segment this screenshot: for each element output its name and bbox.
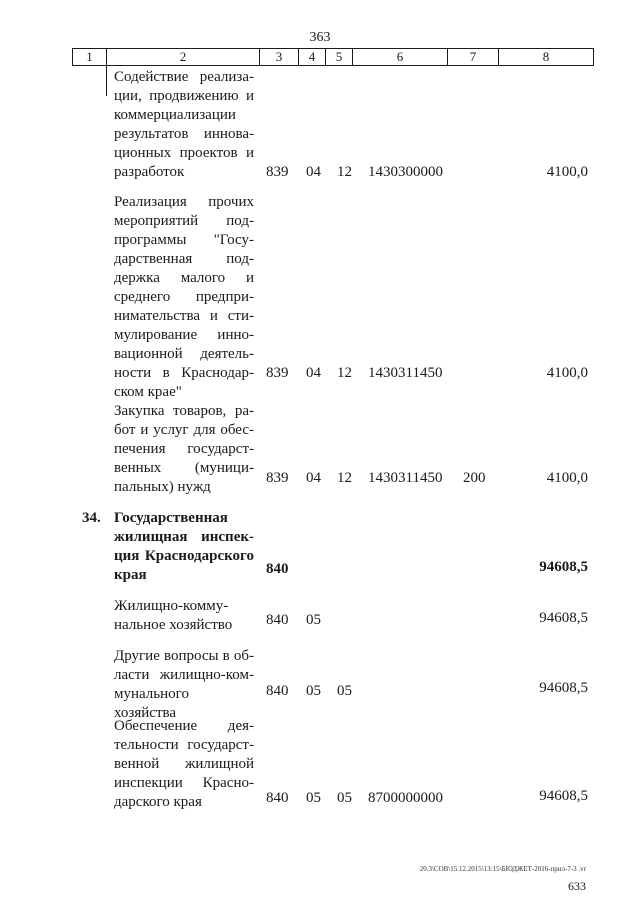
row-description <box>114 68 254 182</box>
desc-line: мунального хозяйства <box>114 686 189 721</box>
desc-line: ласти жилищно-ком- <box>114 667 254 683</box>
cell-col3: 840 <box>266 612 289 628</box>
header-col-7: 7 <box>448 49 499 66</box>
desc-line: мулирование инно- <box>114 327 254 343</box>
desc-line: пальных) нужд <box>114 479 211 495</box>
desc-line: программы "Госу- <box>114 232 254 248</box>
row-description <box>114 402 254 497</box>
desc-line: ционных проектов и <box>114 145 254 161</box>
desc-line: мероприятий под- <box>114 213 254 229</box>
row-description <box>114 717 254 812</box>
cell-col8: 4100,0 <box>546 470 588 486</box>
desc-line: Жилищно-комму- <box>114 598 229 614</box>
cell-col5: 12 <box>337 164 352 180</box>
desc-line: разработок <box>114 164 185 180</box>
header-row <box>73 49 594 66</box>
desc-line: инспекции Красно- <box>114 775 254 791</box>
page-number-bottom: 633 <box>568 879 586 893</box>
desc-line: ском крае" <box>114 384 182 400</box>
cell-col3: 840 <box>266 561 289 577</box>
cell-col4: 05 <box>306 683 321 699</box>
cell-col8: 94608,5 <box>539 559 588 575</box>
desc-line: держка малого и <box>114 270 254 286</box>
header-col-8: 8 <box>499 49 594 66</box>
cell-col5: 12 <box>337 365 352 381</box>
desc-line: Закупка товаров, ра- <box>114 403 254 419</box>
desc-line: Обеспечение дея- <box>114 718 254 734</box>
cell-col4: 05 <box>306 790 321 806</box>
cell-col5: 05 <box>337 790 352 806</box>
cell-col8: 94608,5 <box>539 610 588 626</box>
cell-col4: 05 <box>306 612 321 628</box>
row-description <box>114 509 254 585</box>
header-row-table <box>72 48 594 66</box>
desc-line: Реализация прочих <box>114 194 254 210</box>
cell-col8: 4100,0 <box>546 365 588 381</box>
desc-line: ности в Краснодар- <box>114 365 254 381</box>
cell-col3: 840 <box>266 790 289 806</box>
cell-col3: 840 <box>266 683 289 699</box>
cell-col6: 1430311450 <box>368 365 443 381</box>
cell-col4: 04 <box>306 164 321 180</box>
desc-line: нальное хозяйство <box>114 617 233 633</box>
cell-col3: 839 <box>266 470 289 486</box>
header-col-1: 1 <box>73 49 107 66</box>
cell-col5: 05 <box>337 683 352 699</box>
cell-col6: 8700000000 <box>368 790 443 806</box>
desc-line: вационной деятель- <box>114 346 254 362</box>
footer-file-code: 20.3\СОВ\15.12.2015\13:15\БЮДЖЕТ-2016-прил-7-3 .vr <box>419 865 586 873</box>
desc-line: коммерциализации <box>114 107 236 123</box>
desc-line: среднего предпри- <box>114 289 254 305</box>
cell-col6: 1430311450 <box>368 470 443 486</box>
cell-col8: 94608,5 <box>539 788 588 804</box>
cell-col8: 94608,5 <box>539 680 588 696</box>
desc-line: венной жилищной <box>114 756 254 772</box>
cell-col4: 04 <box>306 365 321 381</box>
desc-line: Содействие реализа- <box>114 69 254 85</box>
section-number: 34. <box>82 510 101 526</box>
desc-line: бот и услуг для обес- <box>114 422 254 438</box>
cell-col7: 200 <box>463 470 486 486</box>
cell-col4: 04 <box>306 470 321 486</box>
row-description <box>114 597 254 635</box>
desc-line: дарственная под- <box>114 251 254 267</box>
cell-col6: 1430300000 <box>368 164 443 180</box>
desc-line: венных (муници- <box>114 460 254 476</box>
desc-line: жилищная инспек- <box>114 529 254 545</box>
desc-line: Государственная <box>114 510 228 526</box>
desc-line: дарского края <box>114 794 202 810</box>
column-divider <box>106 66 107 96</box>
desc-line: нимательства и сти- <box>114 308 254 324</box>
desc-line: Другие вопросы в об- <box>114 648 254 664</box>
desc-line: ция Краснодарского <box>114 548 254 564</box>
row-description <box>114 647 254 723</box>
cell-col5: 12 <box>337 470 352 486</box>
header-col-4: 4 <box>299 49 326 66</box>
header-col-5: 5 <box>326 49 353 66</box>
header-col-6: 6 <box>353 49 448 66</box>
cell-col8: 4100,0 <box>546 164 588 180</box>
header-col-3: 3 <box>260 49 299 66</box>
desc-line: ции, продвижению и <box>114 88 254 104</box>
desc-line: печения государст- <box>114 441 254 457</box>
cell-col3: 839 <box>266 365 289 381</box>
desc-line: результатов иннова- <box>114 126 254 142</box>
cell-col3: 839 <box>266 164 289 180</box>
header-col-2: 2 <box>107 49 260 66</box>
desc-line: края <box>114 567 147 583</box>
row-description <box>114 193 254 402</box>
page-number-top: 363 <box>309 30 331 45</box>
desc-line: тельности государст- <box>114 737 254 753</box>
